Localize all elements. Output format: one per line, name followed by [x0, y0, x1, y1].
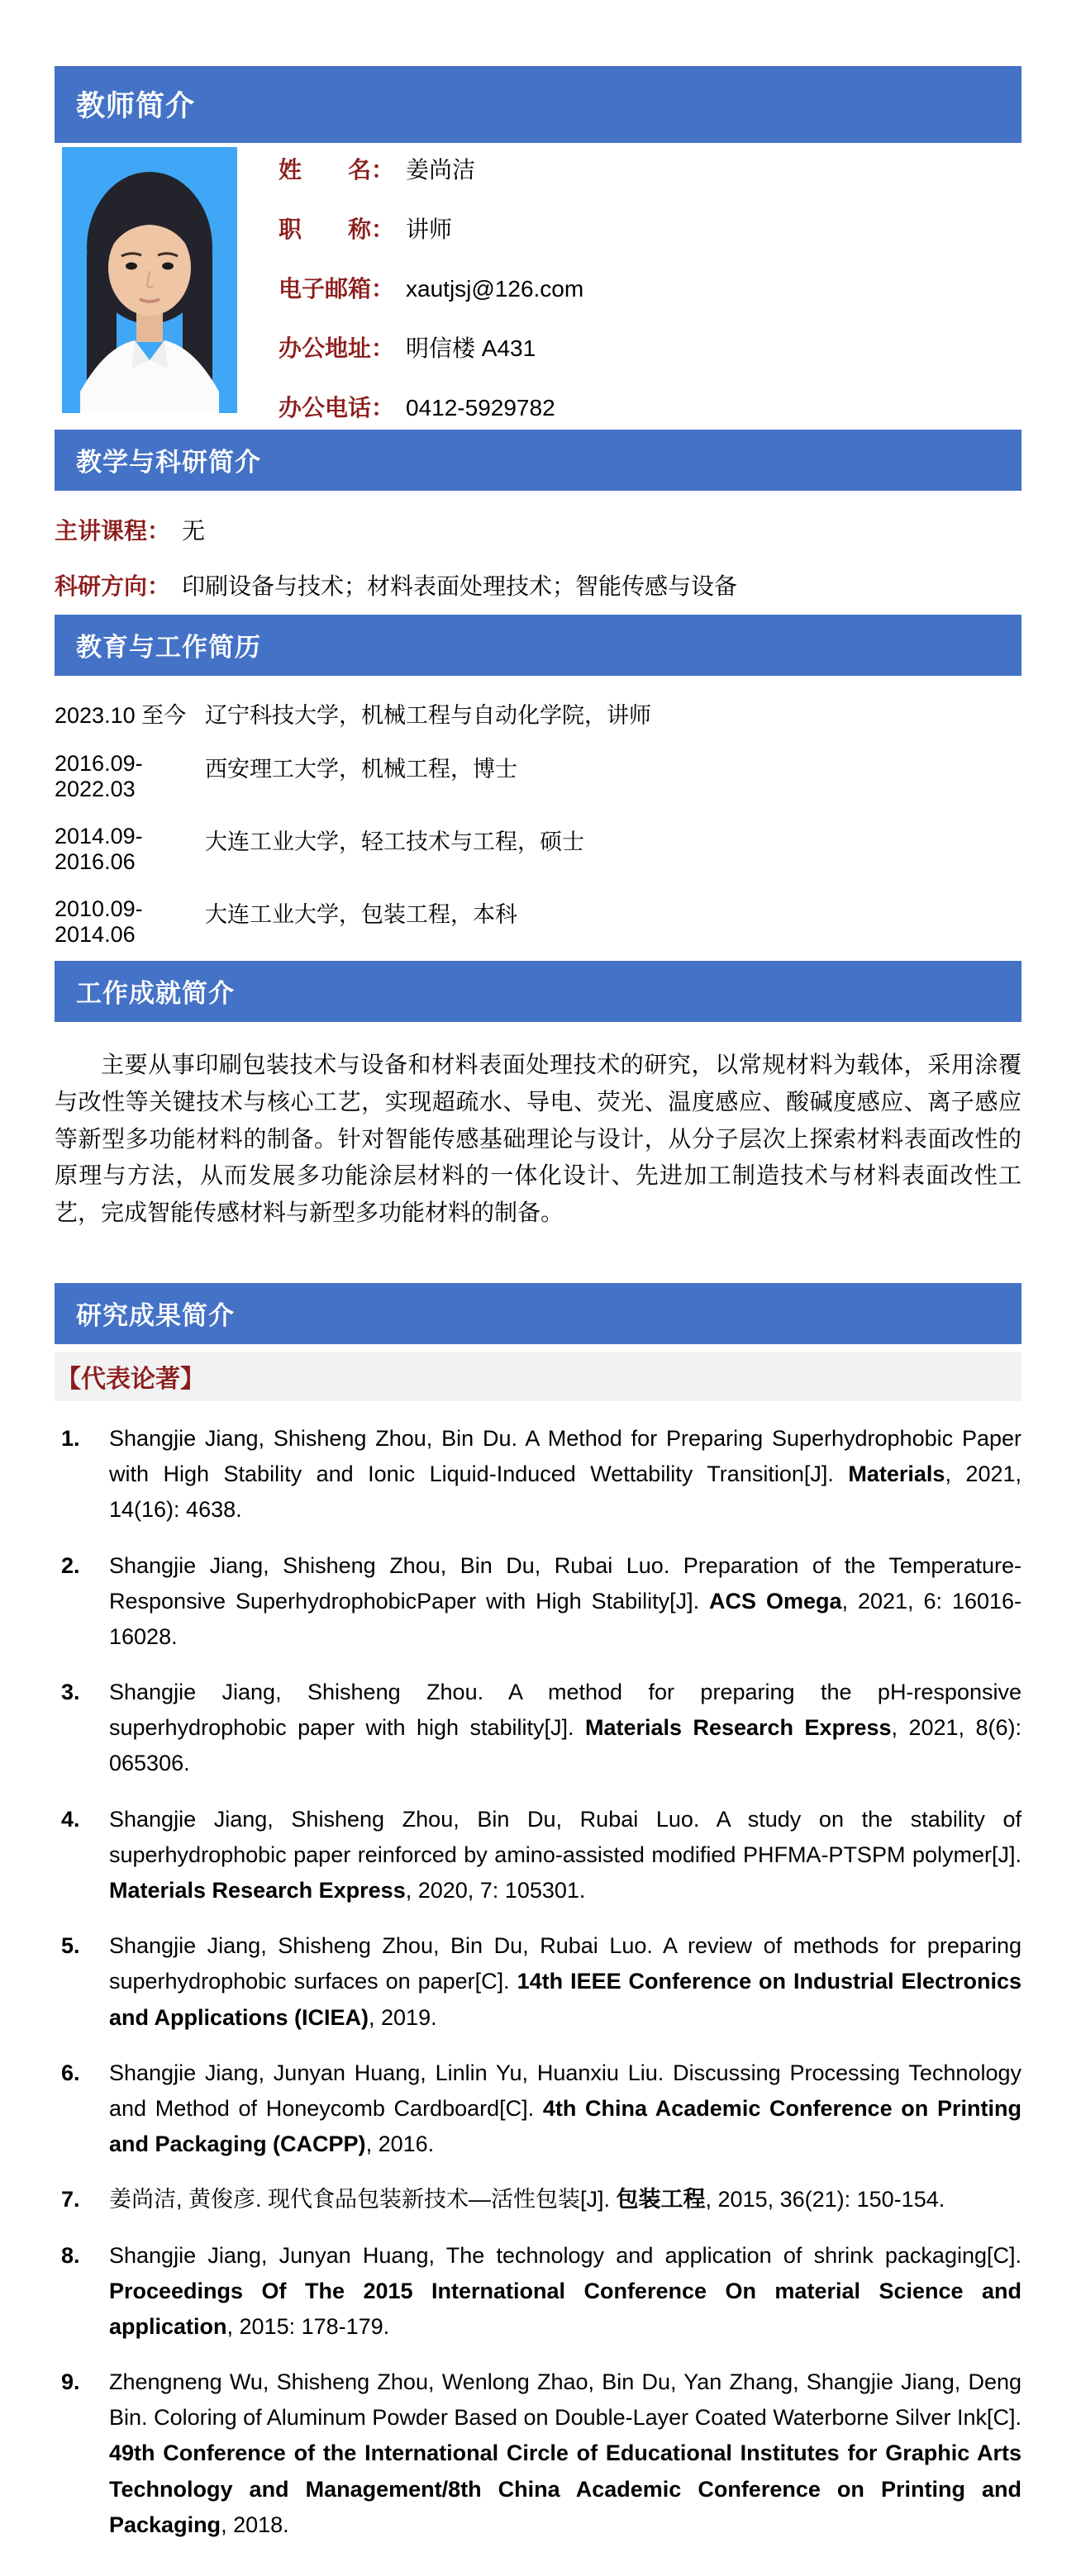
- history-entry: [55, 824, 1021, 875]
- field-label: 职 称：: [279, 216, 395, 242]
- history-detail: 大连工业大学，包装工程，本科: [205, 902, 517, 927]
- field-value: 姜尚洁: [406, 157, 476, 183]
- field-row: [279, 271, 583, 304]
- publication-text: [109, 2056, 1021, 2163]
- teaching-row: [55, 568, 1021, 601]
- publication-item: [55, 1548, 1021, 1656]
- field-label: 办公地址：: [279, 335, 395, 361]
- section-header-teaching: [55, 430, 1021, 491]
- field-value: 讲师: [406, 216, 453, 242]
- publication-item: [55, 2056, 1021, 2163]
- profile-photo: [62, 147, 237, 413]
- publication-venue: ACS Omega: [709, 1588, 842, 1614]
- eye-right: [162, 263, 174, 270]
- teaching-row: [55, 513, 1021, 546]
- history-period: 2016.09-2022.03: [55, 751, 143, 801]
- section-header-achievements: [55, 961, 1021, 1022]
- field-row: [279, 152, 583, 185]
- publications-subsection-title: 【代表论著】: [55, 1352, 1021, 1401]
- field-value: xautjsj@126.com: [406, 276, 584, 302]
- profile-block: [55, 147, 1021, 423]
- publication-list: [55, 1421, 1021, 2576]
- publication-number: 4.: [61, 1806, 80, 1832]
- profile-fields: [279, 147, 583, 423]
- section-title-profile: 教师简介: [76, 90, 196, 122]
- publication-authors-title: 姜尚洁, 黄俊彦. 现代食品包装新技术—活性包装[J].: [109, 2187, 617, 2212]
- publication-authors-title: Shangjie Jiang, Shisheng Zhou, Bin Du, Rubai Luo. Preparation of the Temperature-Responsive SuperhydrophobicPaper with High Stability[J].: [109, 1552, 1021, 1614]
- history-entry: [55, 896, 1021, 948]
- publication-item: [55, 1928, 1021, 2036]
- field-value: 0412-5929782: [406, 395, 555, 421]
- history-detail: 大连工业大学，轻工技术与工程，硕士: [205, 829, 584, 854]
- publication-authors-title: Shangjie Jiang, Shisheng Zhou, Bin Du, Rubai Luo. A study on the stability of superhydrophobic paper reinforced by amino-assisted modified PHFMA-PTSPM polymer[J].: [109, 1806, 1021, 1867]
- field-row: [279, 390, 583, 423]
- publication-number: 6.: [61, 2060, 80, 2085]
- teaching-row-label: 科研方向：: [55, 573, 171, 599]
- field-value: 明信楼 A431: [406, 335, 536, 361]
- faculty-profile-page: [55, 0, 1021, 2576]
- section-title-teaching: 教学与科研简介: [76, 448, 261, 477]
- publication-authors-title: Shangjie Jiang, Shisheng Zhou, Bin Du. A Method for Preparing Superhydrophobic Paper with High Stability and Ionic Liquid-Induced Wettability Transition[J].: [109, 1425, 1021, 1487]
- section-title-achievements: 工作成就简介: [76, 979, 235, 1008]
- publication-number: 3.: [61, 1680, 80, 1705]
- publication-citation-tail: , 2021, 6: 16016-16028.: [109, 1588, 1021, 1649]
- publication-venue: Proceedings Of The 2015 International Conference On material Science and application: [109, 2278, 1021, 2339]
- section-header-profile: [55, 66, 1021, 143]
- history-period: 2010.09-2014.06: [55, 896, 143, 947]
- publication-citation-tail: , 2016.: [365, 2132, 435, 2157]
- teaching-block: [55, 513, 1021, 601]
- section-title-results: 研究成果简介: [76, 1300, 235, 1330]
- field-label: 姓 名：: [279, 157, 395, 183]
- publication-text: [109, 1802, 1021, 1909]
- publication-authors-title: Zhengneng Wu, Shisheng Zhou, Wenlong Zhao, Bin Du, Yan Zhang, Shangjie Jiang, Deng Bin. Coloring of Aluminum Powder Based on Double-Layer Coated Waterborne Silver Ink[C].: [109, 2369, 1021, 2431]
- field-row: [279, 330, 583, 364]
- eye-left: [126, 263, 137, 270]
- field-label: 电子邮箱：: [279, 276, 395, 302]
- publication-item: [55, 1802, 1021, 1909]
- publication-citation-tail: , 2020, 7: 105301.: [405, 1878, 586, 1903]
- publication-venue: Materials Research Express: [109, 1878, 406, 1903]
- teaching-row-value: 印刷设备与技术；材料表面处理技术；智能传感与设备: [182, 573, 738, 599]
- publication-item: [55, 2238, 1021, 2345]
- publication-authors-title: Shangjie Jiang, Shisheng Zhou, Bin Du, Rubai Luo. A review of methods for preparing superhydrophobic surfaces on paper[C].: [109, 1933, 1021, 1994]
- publication-item: [55, 2365, 1021, 2543]
- achievements-paragraph: 主要从事印刷包装技术与设备和材料表面处理技术的研究，以常规材料为载体，采用涂覆与改性等关键技术与核心工艺，实现超疏水、导电、荧光、温度感应、酸碱度感应、离子感应等新型多功能材料的制备。针对智能传感基础理论与设计，从分子层次上探索材料表面改性的原理与方法，从而发展多功能涂层材料的一体化设计、先进加工制造技术与材料表面改性工艺，完成智能传感材料与新型多功能材料的制备。: [55, 1052, 1021, 1226]
- publication-text: [109, 1548, 1021, 1656]
- section-header-history: [55, 615, 1021, 676]
- publication-citation-tail: , 2021, 8(6): 065306.: [109, 1715, 1021, 1776]
- publication-number: 1.: [61, 1425, 80, 1451]
- publication-venue: 14th IEEE Conference on Industrial Electronics and Applications (ICIEA): [109, 1969, 1022, 2030]
- publication-authors-title: Shangjie Jiang, Shisheng Zhou. A method for preparing the pH-responsive superhydrophobic paper with high stability[J].: [109, 1680, 1021, 1741]
- publication-citation-tail: , 2015, 36(21): 150-154.: [705, 2187, 945, 2212]
- publication-citation-tail: , 2018.: [221, 2512, 289, 2537]
- publication-text: [109, 1928, 1021, 2036]
- publication-number: 5.: [61, 1933, 80, 1959]
- publication-authors-title: Shangjie Jiang, Junyan Huang, The technology and application of shrink packaging[C].: [109, 2242, 1021, 2268]
- history-entry: [55, 697, 1021, 730]
- publication-text: [109, 2238, 1021, 2345]
- publication-authors-title: Shangjie Jiang, Junyan Huang, Linlin Yu, Huanxiu Liu. Discussing Processing Technology and Method of Honeycomb Cardboard[C].: [109, 2060, 1021, 2121]
- publication-text: [109, 1421, 1021, 1528]
- field-row: [279, 211, 583, 245]
- publication-venue: 4th China Academic Conference on Printing and Packaging (CACPP): [109, 2095, 1021, 2157]
- publication-venue: Materials Research Express: [584, 1715, 892, 1741]
- history-detail: 西安理工大学，机械工程，博士: [205, 757, 517, 782]
- publication-number: 2.: [61, 1552, 80, 1578]
- teaching-row-value: 无: [182, 518, 206, 544]
- publication-number: 7.: [61, 2187, 80, 2212]
- publication-venue: 49th Conference of the International Circle of Educational Institutes for Graphic Arts Technology and Management/8th China Academic Conference on Printing and Packaging: [109, 2441, 1021, 2537]
- publication-citation-tail: , 2021, 14(16): 4638.: [109, 1461, 1021, 1523]
- history-detail: 辽宁科技大学，机械工程与自动化学院，讲师: [205, 703, 651, 728]
- publication-number: 9.: [61, 2369, 80, 2395]
- publication-citation-tail: , 2019.: [369, 2004, 437, 2030]
- publication-item: [55, 2182, 1021, 2217]
- history-period: 2023.10 至今: [55, 703, 187, 728]
- history-period: 2014.09-2016.06: [55, 824, 143, 874]
- history-entry: [55, 751, 1021, 802]
- portrait-illustration: [62, 147, 237, 413]
- publication-item: [55, 1675, 1021, 1782]
- publication-venue: Materials: [848, 1461, 945, 1487]
- publication-text: [109, 2182, 1021, 2217]
- publication-number: 8.: [61, 2242, 80, 2268]
- publication-citation-tail: , 2015: 178-179.: [226, 2313, 390, 2339]
- publication-text: [109, 2365, 1021, 2543]
- publication-venue: 包装工程: [616, 2187, 706, 2212]
- section-header-results: [55, 1283, 1021, 1344]
- field-label: 办公电话：: [279, 395, 395, 421]
- teaching-row-label: 主讲课程：: [55, 518, 171, 544]
- section-title-history: 教育与工作简历: [76, 633, 261, 662]
- publication-text: [109, 1675, 1021, 1782]
- publication-item: [55, 1421, 1021, 1528]
- history-block: [55, 697, 1021, 948]
